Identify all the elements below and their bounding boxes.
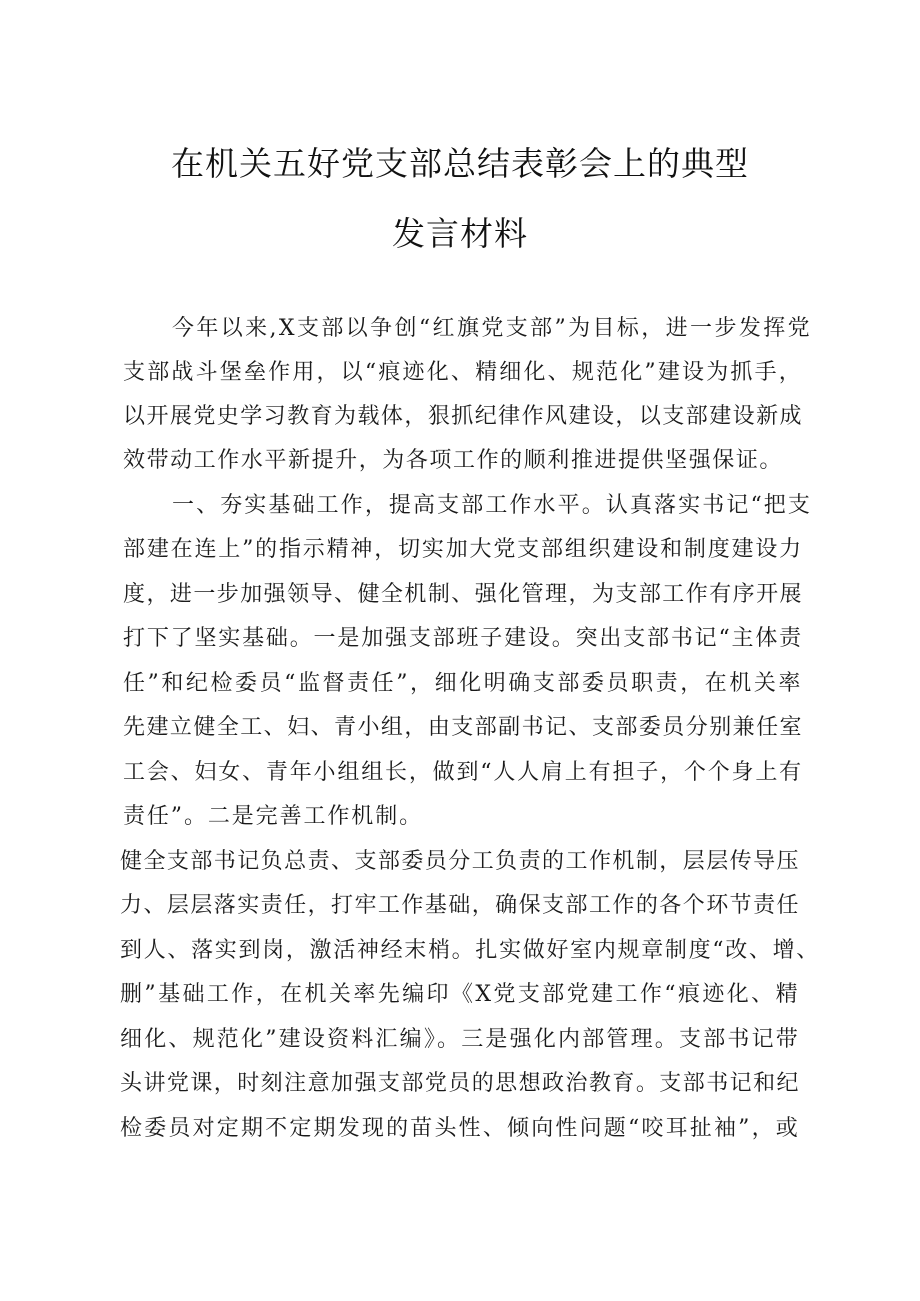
body-line: 以开展党史学习教育为载体，狠抓纪律作风建设，以支部建设新成: [123, 404, 803, 429]
body-line: 工会、妇女、青年小组组长，做到“人人肩上有担子，个个身上有: [123, 760, 803, 785]
body-line: 力、层层落实责任，打牢工作基础，确保支部工作的各个环节责任: [120, 893, 800, 918]
document-title-line-1: 在机关五好党支部总结表彰会上的典型: [171, 144, 749, 183]
body-line: 先建立健全工、妇、青小组，由支部副书记、支部委员分别兼任室: [123, 715, 803, 740]
body-line: 效带动工作水平新提升，为各项工作的顺利推进提供坚强保证。: [123, 448, 783, 473]
body-line: 部建在连上”的指示精神，切实加大党支部组织建设和制度建设力: [123, 537, 803, 562]
body-line: 支部战斗堡垒作用，以“痕迹化、精细化、规范化”建设为抓手，: [123, 360, 803, 385]
body-line: 任”和纪检委员“监督责任”，细化明确支部委员职责，在机关率: [123, 671, 803, 696]
body-line: 度，进一步加强领导、健全机制、强化管理，为支部工作有序开展: [123, 582, 803, 607]
body-line: 到人、落实到岗，激活神经末梢。扎实做好室内规章制度“改、增、: [120, 938, 820, 963]
body-line: 细化、规范化”建设资料汇编》。三是强化内部管理。支部书记带: [120, 1027, 800, 1052]
body-line: 删”基础工作，在机关率先编印《X党支部党建工作“痕迹化、精: [120, 982, 800, 1007]
body-line: 头讲党课，时刻注意加强支部党员的思想政治教育。支部书记和纪: [120, 1071, 800, 1096]
body-line: 一、夯实基础工作，提高支部工作水平。认真落实书记“把支: [172, 493, 812, 518]
body-line: 健全支部书记负总责、支部委员分工负责的工作机制，层层传导压: [120, 849, 800, 874]
document-title-line-2: 发言材料: [392, 214, 528, 253]
body-line: 今年以来,X支部以争创“红旗党支部”为目标，进一步发挥党: [172, 316, 812, 341]
body-line: 打下了坚实基础。一是加强支部班子建设。突出支部书记“主体责: [123, 626, 803, 651]
body-line: 责任”。二是完善工作机制。: [123, 804, 423, 829]
body-line: 检委员对定期不定期发现的苗头性、倾向性问题“咬耳扯袖”，或: [120, 1116, 800, 1141]
